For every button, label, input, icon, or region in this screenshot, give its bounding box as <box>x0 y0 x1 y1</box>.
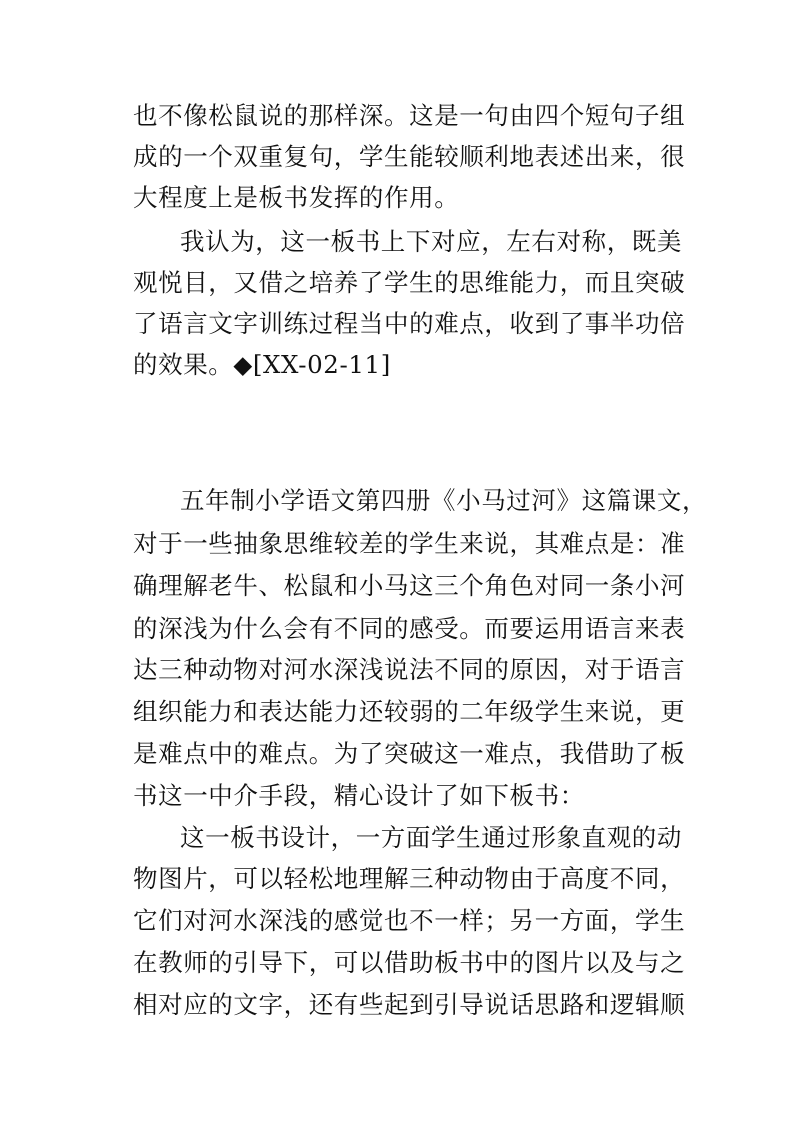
paragraph-line: 的效果。◆[XX-02-11] <box>133 350 391 379</box>
paragraph-line: 也不像松鼠说的那样深。这是一句由四个短句子组 <box>133 101 686 130</box>
paragraph-line: 观悦目，又借之培养了学生的思维能力，而且突破 <box>133 268 686 297</box>
paragraph-line: 对于一些抽象思维较差的学生来说，其难点是：准 <box>133 529 686 558</box>
paragraph-line: 了语言文字训练过程当中的难点，收到了事半功倍 <box>133 309 686 338</box>
paragraph-line: 的深浅为什么会有不同的感受。而要运用语言来表 <box>133 614 686 643</box>
paragraph-line: 是难点中的难点。为了突破这一难点，我借助了板 <box>133 739 686 768</box>
paragraph-line: 成的一个双重复句，学生能较顺利地表述出来，很 <box>133 142 686 171</box>
paragraph-line: 达三种动物对河水深浅说法不同的原因，对于语言 <box>133 655 686 684</box>
paragraph-line: 书这一中介手段，精心设计了如下板书： <box>133 781 585 810</box>
paragraph-line: 物图片，可以轻松地理解三种动物由于高度不同， <box>133 864 686 893</box>
paragraph-line: 我认为，这一板书上下对应，左右对称，既美 <box>180 227 682 256</box>
paragraph-line: 在教师的引导下，可以借助板书中的图片以及与之 <box>133 948 686 977</box>
paragraph-line: 相对应的文字，还有些起到引导说话思路和逻辑顺 <box>133 990 686 1019</box>
paragraph-line: 大程度上是板书发挥的作用。 <box>133 183 460 212</box>
paragraph-line: 这一板书设计，一方面学生通过形象直观的动 <box>180 823 682 852</box>
paragraph-line: 它们对河水深浅的感觉也不一样；另一方面，学生 <box>133 906 686 935</box>
paragraph-line: 五年制小学语文第四册《小马过河》这篇课文， <box>180 486 708 515</box>
paragraph-line: 组织能力和表达能力还较弱的二年级学生来说，更 <box>133 697 686 726</box>
paragraph-line: 确理解老牛、松鼠和小马这三个角色对同一条小河 <box>133 571 686 600</box>
